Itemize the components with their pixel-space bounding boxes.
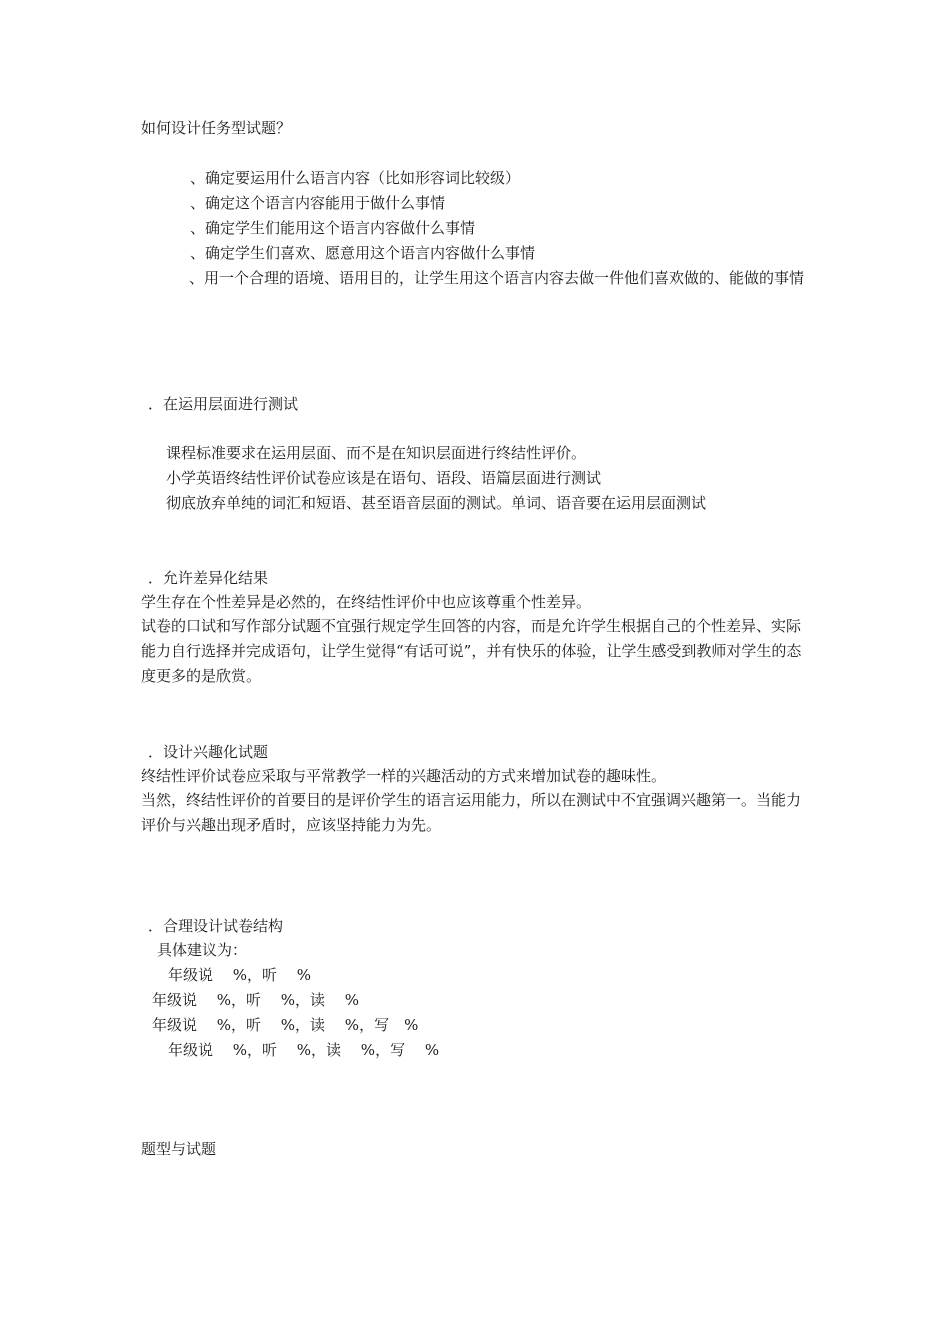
section3-line-1: 终结性评价试卷应采取与平常教学一样的兴趣活动的方式来增加试卷的趣味性。 bbox=[141, 767, 667, 785]
section-heading-2: ．允许差异化结果 bbox=[148, 569, 269, 587]
section-heading-4: ．合理设计试卷结构 bbox=[148, 917, 284, 935]
section4-intro: 具体建议为： bbox=[157, 941, 248, 959]
page-title: 如何设计任务型试题？ bbox=[141, 119, 292, 137]
section3-paragraph: 当然，终结性评价的首要目的是评价学生的语言运用能力，所以在测试中不宜强调兴趣第一。当能力评价与兴趣出现矛盾时，应该坚持能力为先。 bbox=[141, 791, 802, 834]
grade-ratio-row-3: 年级说 %，听 %，读 %，写 % bbox=[152, 1016, 419, 1034]
section-heading-1: ．在运用层面进行测试 bbox=[148, 395, 299, 413]
step-item-1: 、确定要运用什么语言内容（比如形容词比较级） bbox=[190, 169, 521, 187]
section1-line-2: 小学英语终结性评价试卷应该是在语句、语段、语篇层面进行测试 bbox=[166, 469, 602, 487]
grade-ratio-row-4: 年级说 %，听 %，读 %，写 % bbox=[168, 1041, 440, 1059]
section1-line-3: 彻底放弃单纯的词汇和短语、甚至语音层面的测试。单词、语音要在运用层面测试 bbox=[166, 494, 707, 512]
step-item-5: 、用一个合理的语境、语用目的，让学生用这个语言内容去做一件他们喜欢做的、能做的事情 bbox=[189, 269, 805, 287]
footer-heading: 题型与试题 bbox=[141, 1140, 217, 1158]
step-item-3: 、确定学生们能用这个语言内容做什么事情 bbox=[190, 219, 476, 237]
section1-line-1: 课程标准要求在运用层面、而不是在知识层面进行终结性评价。 bbox=[166, 444, 587, 462]
section2-line-1: 学生存在个性差异是必然的，在终结性评价中也应该尊重个性差异。 bbox=[141, 593, 592, 611]
step-item-4: 、确定学生们喜欢、愿意用这个语言内容做什么事情 bbox=[190, 244, 536, 262]
step-item-2: 、确定这个语言内容能用于做什么事情 bbox=[190, 194, 446, 212]
grade-ratio-row-1: 年级说 %，听 % bbox=[168, 966, 312, 984]
section2-paragraph: 试卷的口试和写作部分试题不宜强行规定学生回答的内容，而是允许学生根据自己的个性差异、实际能力自行选择并完成语句，让学生觉得“有话可说”，并有快乐的体验，让学生感受到教师对学生的态度更多的是欣赏。 bbox=[141, 617, 802, 685]
grade-ratio-row-2: 年级说 %，听 %，读 % bbox=[152, 991, 360, 1009]
section-heading-3: ．设计兴趣化试题 bbox=[148, 743, 269, 761]
